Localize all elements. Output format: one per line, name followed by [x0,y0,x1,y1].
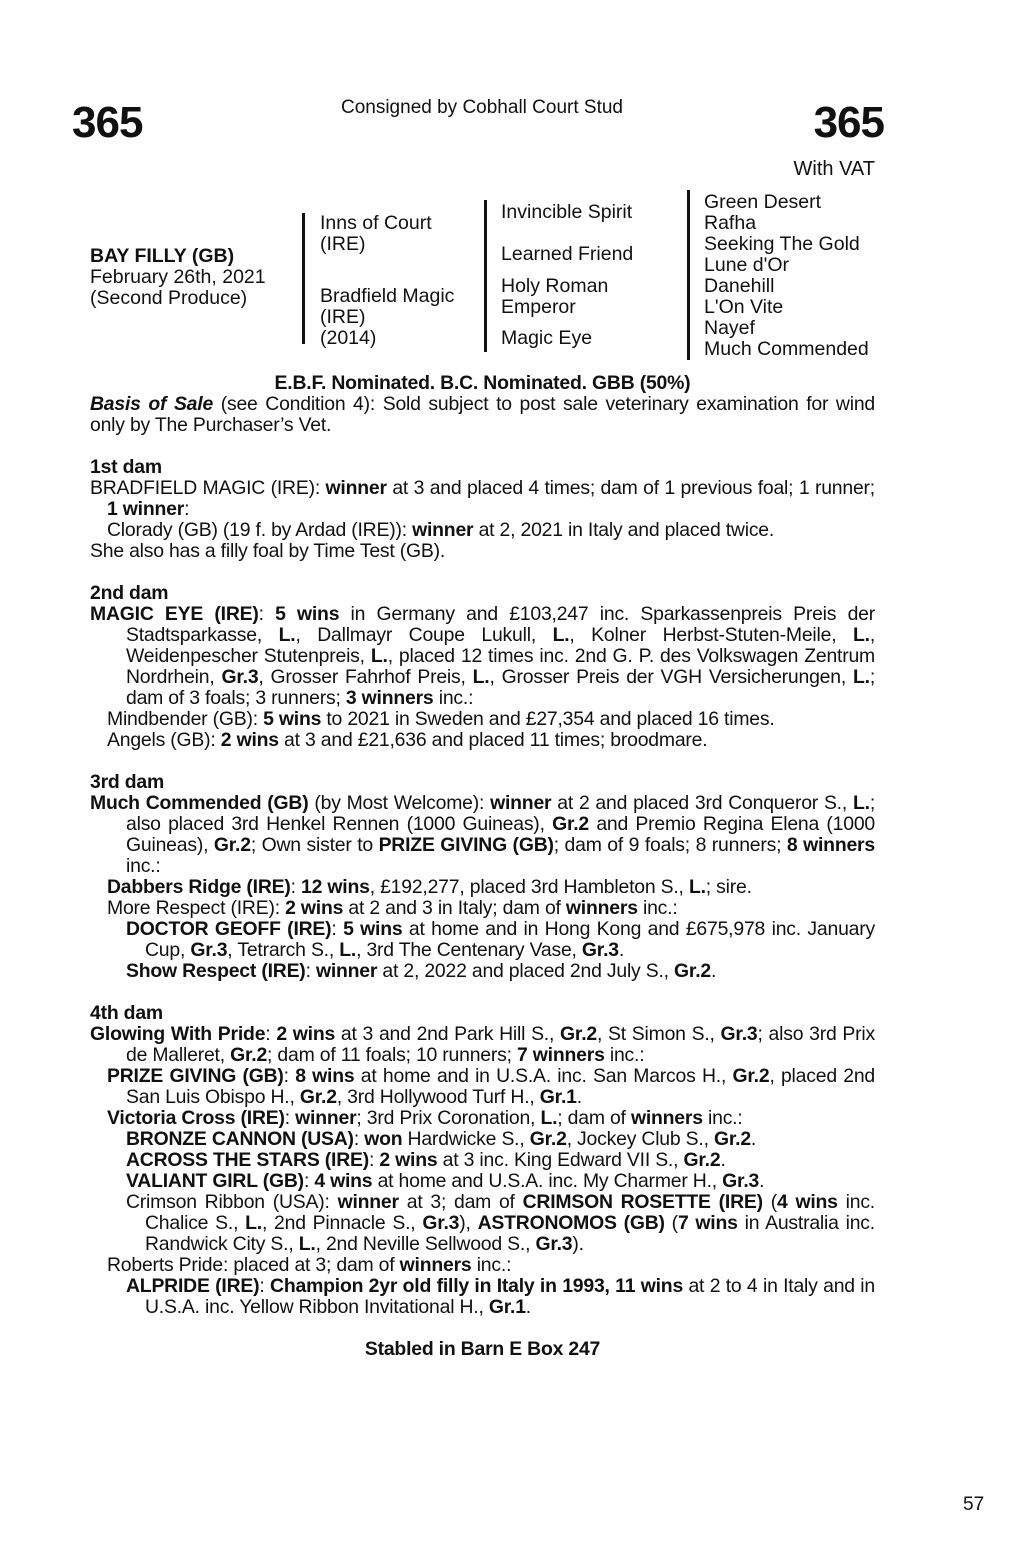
text: Roberts Pride: placed at 3; dam of [107,1254,400,1276]
bold-text: Much Commended (GB) [90,792,309,814]
text: , Tetrarch S., [227,939,340,961]
bold-text: L. [540,1107,558,1129]
dam [320,286,454,349]
bold-text: VALIANT GIRL (GB) [126,1170,304,1192]
great-grandparent: Seeking The Gold [704,233,860,255]
bold-text: Gr.3 [190,939,228,961]
bold-text: ACROSS THE STARS (IRE) [126,1149,370,1171]
bold-text: 8 wins [295,1065,355,1087]
grandsire-maternal-line1: Holy Roman [501,275,609,297]
bold-text: Dabbers Ridge (IRE) [107,876,291,898]
bold-text: L. [278,624,296,646]
text: ; also placed 3rd Henkel Rennen (1000 Guineas), [126,792,875,835]
text: . [720,1149,726,1171]
section [90,583,875,751]
text: inc. Chalice S., [145,1191,875,1234]
spacer [90,562,875,583]
bold-text: Gr.3 [722,1170,760,1192]
bold-text: E.B.F. Nominated. B.C. Nominated. GBB (50%) [274,372,691,394]
bold-text: Gr.2 [299,1086,337,1108]
entry-paragraph [90,604,875,709]
entry-paragraph [90,541,875,562]
bold-text: Gr.2 [674,960,711,982]
text: in Germany and £103,247 inc. Sparkassenpreis Preis der Stadtsparkasse, [126,603,875,646]
text: ), [459,1212,478,1234]
bold-text: 5 wins [343,918,403,940]
bold-text: Gr.2 [213,834,251,856]
sire-country: (IRE) [320,233,366,255]
page-number: 57 [963,1494,985,1515]
bold-text: ASTRONOMOS (GB) [477,1212,665,1234]
entry-paragraph [90,1108,875,1129]
text: (by Most Welcome): [308,792,491,814]
section-heading: 4th dam [90,1002,163,1024]
bold-text: Gr.2 [683,1149,721,1171]
bold-text: 4 wins [777,1191,838,1213]
bold-text: 12 wins [301,876,370,898]
entry-paragraph [90,898,875,919]
text: inc.: [604,1044,645,1066]
text: at 3 and 2nd Park Hill S., [335,1023,561,1045]
text: , 3rd Hollywood Turf H., [336,1086,540,1108]
spacer [90,982,875,1003]
bold-text: Victoria Cross (IRE) [107,1107,285,1129]
text: : [265,1023,277,1045]
text: ; Own sister to [250,834,379,856]
entry-paragraph [90,478,875,520]
grandsire-maternal [501,276,608,318]
text: at 2 and 3 in Italy; dam of [343,897,566,919]
text: , 2nd Neville Sellwood S., [315,1233,536,1255]
bold-text: Gr.1 [539,1086,577,1108]
spacer [90,751,875,772]
entry-paragraph [90,730,875,751]
bold-text: Gr.3 [221,666,259,688]
entry-paragraph [90,1255,875,1276]
text: at 2, 2022 and placed 2nd July S., [377,960,675,982]
text: Crimson Ribbon (USA): [126,1191,338,1213]
bold-text: 2 wins [379,1149,438,1171]
text: ; also 3rd Prix de Malleret, [126,1023,876,1066]
text: , Dallmayr Coupe Lukull, [295,624,553,646]
bold-text: Gr.2 [529,1128,567,1150]
bold-text: 5 wins [263,708,322,730]
bold-text: L. [339,939,357,961]
bold-text: winners [399,1254,472,1276]
lot-number-left: 365 [72,98,143,147]
bold-text: Gr.1 [488,1296,526,1318]
text: : [184,498,190,520]
subject-horse [90,246,266,309]
text: : [259,1275,271,1297]
text: , Weidenpescher Stutenpreis, [126,624,875,667]
entry-paragraph [90,1066,875,1108]
great-grandparent: Nayef [704,317,755,339]
text: at 2, 2021 in Italy and placed twice. [473,519,775,541]
text: , 2nd Pinnacle S., [261,1212,423,1234]
text: inc.: [637,897,678,919]
text: . [710,960,717,982]
text: , Grosser Fahrhof Preis, [258,666,473,688]
text: Clorady (GB) (19 f. by Ardad (IRE)): [107,519,413,541]
bold-text: 5 wins [275,603,340,625]
entry-paragraph [90,1171,875,1192]
bold-text: L. [245,1212,262,1234]
text: : [284,1107,296,1129]
text: . [750,1128,757,1150]
bold-text: Gr.2 [552,813,590,835]
text: , Kolner Herbst-Stuten-Meile, [569,624,853,646]
great-grandparent: Green Desert [704,191,822,213]
bold-text: Gr.3 [422,1212,460,1234]
text: : [353,1128,365,1150]
bold-text: 2 wins [276,1023,336,1045]
bold-text: L. [370,645,388,667]
text: at 2 to 4 in Italy and in U.S.A. inc. Yellow Ribbon Invitational H., [145,1275,875,1318]
bold-text: Gr.2 [230,1044,268,1066]
bold-text: 2 wins [285,897,344,919]
entry-paragraph [90,709,875,730]
pedigree-bracket [687,190,690,360]
text: . [576,1086,582,1108]
bold-text: BRONZE CANNON (USA) [126,1128,354,1150]
text: at home and U.S.A. inc. My Charmer H., [372,1170,723,1192]
text: : [258,603,276,625]
text: , placed 2nd San Luis Obispo H., [126,1065,876,1108]
bold-text: winner [412,519,474,541]
bold-text: 7 winners [517,1044,605,1066]
bold-text: 2 wins [220,729,279,751]
pedigree-bracket [484,200,487,352]
great-grandparent: L'On Vite [704,296,784,318]
catalogue-body [90,373,875,1360]
text: Mindbender (GB): [107,708,264,730]
text: at 3; dam of [398,1191,523,1213]
bold-text: 7 wins [677,1212,738,1234]
great-grandparent: Lune d'Or [704,254,790,276]
entry-paragraph [90,961,875,982]
spacer [90,436,875,457]
bold-text: Glowing With Pride [90,1023,266,1045]
bold-text: Gr.3 [581,939,619,961]
text: , 3rd The Centenary Vase, [356,939,582,961]
dam-country: (IRE) [320,306,366,328]
bold-text: L. [688,876,706,898]
text: , Grosser Preis der VGH Versicherungen, [489,666,853,688]
text: : [283,1065,296,1087]
entry-paragraph [90,793,875,877]
vat-status: With VAT [793,158,875,180]
bold-text: Gr.2 [732,1065,770,1087]
bold-text: winner [295,1107,357,1129]
text: . [759,1170,765,1192]
consignor: Consigned by Cobhall Court Stud [340,97,623,118]
text: and Premio Regina Elena (1000 Guineas), [126,813,875,856]
text: ). [572,1233,584,1255]
sire-name: Inns of Court [320,212,432,234]
text: . [618,939,625,961]
text: ; dam of 9 foals; 8 runners; [553,834,787,856]
entry-paragraph [90,1339,875,1360]
grandsire-maternal-line2: Emperor [501,296,576,318]
text: ( [762,1191,778,1213]
bold-text: L. [298,1233,316,1255]
text: ; sire. [705,876,752,898]
text: ( [664,1212,678,1234]
bold-text: PRIZE GIVING (GB) [107,1065,284,1087]
bold-text: winner [315,960,378,982]
text: : [303,1170,315,1192]
great-grandparent: Rafha [704,212,757,234]
text: : [305,960,316,982]
text: : [369,1149,380,1171]
bold-text: 8 winners [786,834,875,856]
entry-paragraph [90,394,875,436]
text: at home and in Hong Kong and £675,978 inc. January Cup, [145,918,876,961]
entry-paragraph [90,1192,875,1255]
text: : [331,918,344,940]
text: at 2 and placed 3rd Conqueror S., [551,792,853,814]
produce-note: (Second Produce) [90,287,248,309]
bold-text: L. [852,624,870,646]
section [90,772,875,982]
text: . [525,1296,531,1318]
foaling-date: February 26th, 2021 [90,266,266,288]
entry-paragraph [90,373,875,394]
great-grandparent: Much Commended [704,338,869,360]
bold-text: winners [630,1107,703,1129]
text: ; 3rd Prix Coronation, [356,1107,541,1129]
text: More Respect (IRE): [107,897,286,919]
text: She also has a filly foal by Time Test (GB). [90,540,446,562]
text: , £192,277, placed 3rd Hambleton S., [369,876,689,898]
granddam-maternal: Magic Eye [501,327,593,349]
bold-text: L. [852,666,870,688]
entry-paragraph [90,919,875,961]
entry-paragraph [90,520,875,541]
text: BRADFIELD MAGIC (IRE): [90,477,326,499]
bold-text: won [364,1128,403,1150]
pedigree-bracket [302,213,305,344]
bold-text: DOCTOR GEOFF (IRE) [126,918,332,940]
bold-text: Show Respect (IRE) [126,960,306,982]
sire [320,213,432,255]
bold-text: MAGIC EYE (IRE) [90,603,259,625]
text: inc.: [126,855,161,877]
section-heading: 2nd dam [90,582,169,604]
dam-name: Bradfield Magic [320,285,455,307]
section-heading: 1st dam [90,456,162,478]
text: Hardwicke S., [402,1128,530,1150]
text: at home and in U.S.A. inc. San Marcos H., [354,1065,733,1087]
entry-paragraph [90,1129,875,1150]
text: : [290,876,302,898]
bold-text: CRIMSON ROSETTE (IRE) [522,1191,763,1213]
bold-text: Gr.3 [720,1023,758,1045]
text: inc.: [433,687,474,709]
section [90,457,875,562]
entry-paragraph [90,877,875,898]
bold-text: winner [337,1191,399,1213]
dam-year: (2014) [320,327,377,349]
bold-text: 4 wins [314,1170,373,1192]
text: at 3 inc. King Edward VII S., [437,1149,684,1171]
section [90,373,875,436]
bold-text: 3 winners [345,687,434,709]
text: ; dam of 3 foals; 3 runners; [126,666,875,709]
section-heading: 3rd dam [90,771,165,793]
great-grandparent: Danehill [704,275,775,297]
bold-text: Stabled in Barn E Box 247 [364,1338,601,1360]
text: at 3 and placed 4 times; dam of 1 previous foal; 1 runner; [386,477,875,499]
text: ; dam of [557,1107,631,1129]
bold-text: PRIZE GIVING (GB) [378,834,554,856]
great-grandparents [704,192,869,360]
entry-paragraph [90,1024,875,1066]
bold-text: ALPRIDE (IRE) [126,1275,260,1297]
bold-text: winners [565,897,638,919]
bold-text: Gr.2 [560,1023,597,1045]
bold-text: Gr.2 [713,1128,751,1150]
bold-text: winner [490,792,552,814]
spacer [90,1318,875,1339]
grandsire-paternal: Invincible Spirit [501,201,633,223]
text: in Australia inc. Randwick City S., [145,1212,875,1255]
subject-name: BAY FILLY (GB) [90,245,235,267]
bold-text: L. [852,792,870,814]
section [90,1003,875,1318]
text: Angels (GB): [107,729,221,751]
bold-text: winner [325,477,387,499]
text: to 2021 in Sweden and £27,354 and placed 16 times. [321,708,775,730]
entry-paragraph [90,1276,875,1318]
entry-paragraph [90,1150,875,1171]
bold-text: Gr.3 [535,1233,573,1255]
text: ; dam of 11 foals; 10 runners; [267,1044,518,1066]
text: inc.: [702,1107,743,1129]
text: inc.: [471,1254,512,1276]
bold-text: L. [552,624,570,646]
text: at 3 and £21,636 and placed 11 times; broodmare. [278,729,708,751]
section [90,1339,875,1360]
text: , placed 12 times inc. 2nd G. P. des Volkswagen Zentrum Nordrhein, [126,645,876,688]
lot-number-right: 365 [813,98,884,147]
bold-text: 1 winner [107,498,185,520]
text: (see Condition 4): Sold subject to post sale veterinary examination for wind only by The Purchaser’s Vet. [90,393,876,436]
text: , St Simon S., [596,1023,721,1045]
text: , Jockey Club S., [566,1128,714,1150]
bold-text: L. [472,666,490,688]
bold-text: Basis of Sale [90,393,214,415]
granddam-paternal: Learned Friend [501,243,634,265]
bold-text: Champion 2yr old filly in Italy in 1993, 11 wins [270,1275,684,1297]
